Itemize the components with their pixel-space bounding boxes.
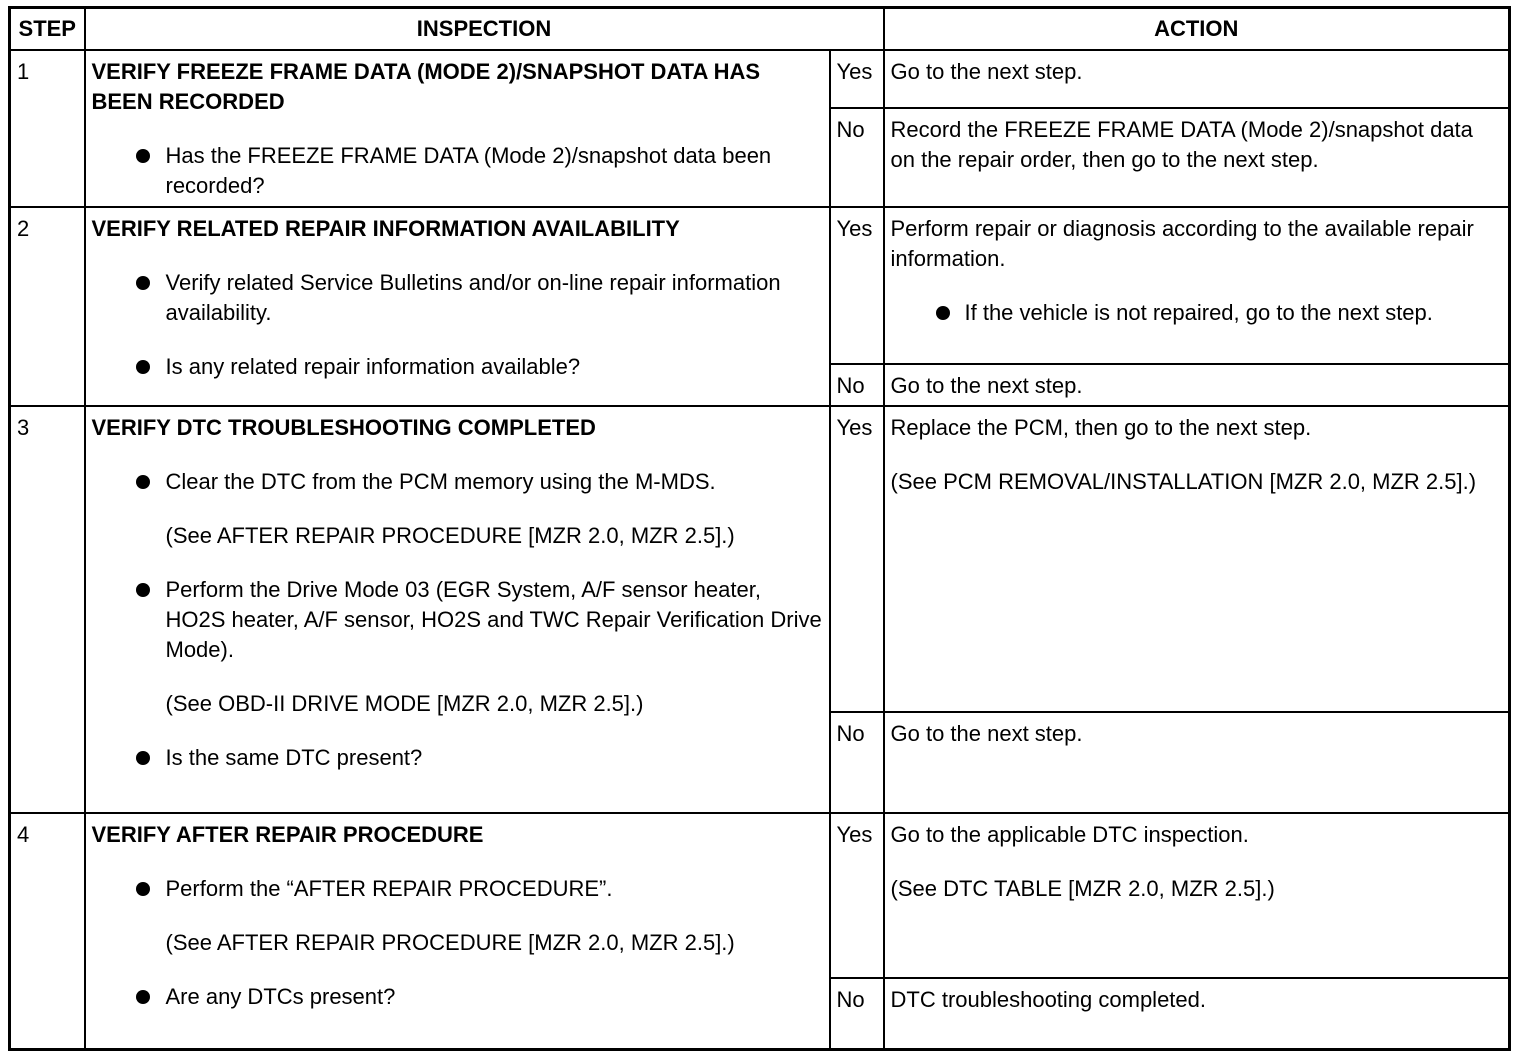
inspection-title: VERIFY AFTER REPAIR PROCEDURE bbox=[91, 822, 484, 847]
no-action: Record the FREEZE FRAME DATA (Mode 2)/snapshot data on the repair order, then go to the next step. bbox=[884, 108, 1510, 207]
yes-action-cell bbox=[884, 406, 1510, 712]
diagnostic-procedure bbox=[8, 6, 1511, 1051]
no-label: No bbox=[830, 108, 884, 207]
inspection-reference: (See AFTER REPAIR PROCEDURE [MZR 2.0, MZR 2.5].) bbox=[165, 930, 735, 955]
inspection-cell bbox=[85, 406, 830, 813]
no-label: No bbox=[830, 978, 884, 1049]
inspection-item: Is any related repair information available? bbox=[92, 352, 823, 382]
header-row bbox=[10, 8, 1510, 51]
no-label: No bbox=[830, 364, 884, 406]
inspection-reference: (See AFTER REPAIR PROCEDURE [MZR 2.0, MZR 2.5].) bbox=[165, 523, 735, 548]
yes-action-cell bbox=[884, 813, 1510, 978]
inspection-item: Clear the DTC from the PCM memory using the M-MDS. bbox=[92, 467, 823, 497]
yes-action: Go to the next step. bbox=[884, 50, 1510, 108]
inspection-item: Are any DTCs present? bbox=[92, 982, 823, 1012]
yes-action: Replace the PCM, then go to the next step. bbox=[890, 415, 1312, 440]
inspection-reference: (See OBD-II DRIVE MODE [MZR 2.0, MZR 2.5].) bbox=[165, 691, 644, 716]
no-action: Go to the next step. bbox=[884, 364, 1510, 406]
step-number: 2 bbox=[10, 207, 85, 406]
yes-action-reference: (See DTC TABLE [MZR 2.0, MZR 2.5].) bbox=[890, 876, 1275, 901]
header-inspection: INSPECTION bbox=[85, 8, 884, 51]
yes-label: Yes bbox=[830, 207, 884, 364]
yes-label: Yes bbox=[830, 50, 884, 108]
inspection-item: Perform the “AFTER REPAIR PROCEDURE”. bbox=[92, 874, 823, 904]
header-action: ACTION bbox=[884, 8, 1510, 51]
inspection-title: VERIFY FREEZE FRAME DATA (MODE 2)/SNAPSHOT DATA HAS BEEN RECORDED bbox=[91, 59, 761, 114]
step-3-row-yes bbox=[10, 406, 1510, 712]
no-action: Go to the next step. bbox=[884, 712, 1510, 813]
yes-label: Yes bbox=[830, 813, 884, 978]
yes-action-bullet: If the vehicle is not repaired, go to the next step. bbox=[891, 298, 1503, 328]
troubleshooting-table bbox=[8, 6, 1511, 1051]
inspection-item: Verify related Service Bulletins and/or on-line repair information availability. bbox=[92, 268, 823, 328]
step-number: 3 bbox=[10, 406, 85, 813]
yes-action-cell bbox=[884, 207, 1510, 364]
inspection-cell bbox=[85, 813, 830, 1049]
no-label: No bbox=[830, 712, 884, 813]
yes-action-reference: (See PCM REMOVAL/INSTALLATION [MZR 2.0, MZR 2.5].) bbox=[890, 469, 1477, 494]
inspection-item: Has the FREEZE FRAME DATA (Mode 2)/snapshot data been recorded? bbox=[92, 141, 823, 201]
inspection-item: Is the same DTC present? bbox=[92, 743, 823, 773]
step-2-row-yes bbox=[10, 207, 1510, 364]
no-action: DTC troubleshooting completed. bbox=[884, 978, 1510, 1049]
inspection-cell bbox=[85, 50, 830, 207]
inspection-item: Perform the Drive Mode 03 (EGR System, A/F sensor heater, HO2S heater, A/F sensor, HO2S and TWC Repair Verification Drive Mode). bbox=[92, 575, 823, 665]
yes-label: Yes bbox=[830, 406, 884, 712]
step-number: 1 bbox=[10, 50, 85, 207]
yes-action: Go to the applicable DTC inspection. bbox=[890, 822, 1249, 847]
step-1-row-yes bbox=[10, 50, 1510, 108]
inspection-cell bbox=[85, 207, 830, 406]
header-step: STEP bbox=[10, 8, 85, 51]
step-number: 4 bbox=[10, 813, 85, 1049]
yes-action: Perform repair or diagnosis according to the available repair information. bbox=[890, 216, 1474, 271]
inspection-title: VERIFY RELATED REPAIR INFORMATION AVAILABILITY bbox=[91, 216, 680, 241]
inspection-title: VERIFY DTC TROUBLESHOOTING COMPLETED bbox=[91, 415, 596, 440]
step-4-row-yes bbox=[10, 813, 1510, 978]
